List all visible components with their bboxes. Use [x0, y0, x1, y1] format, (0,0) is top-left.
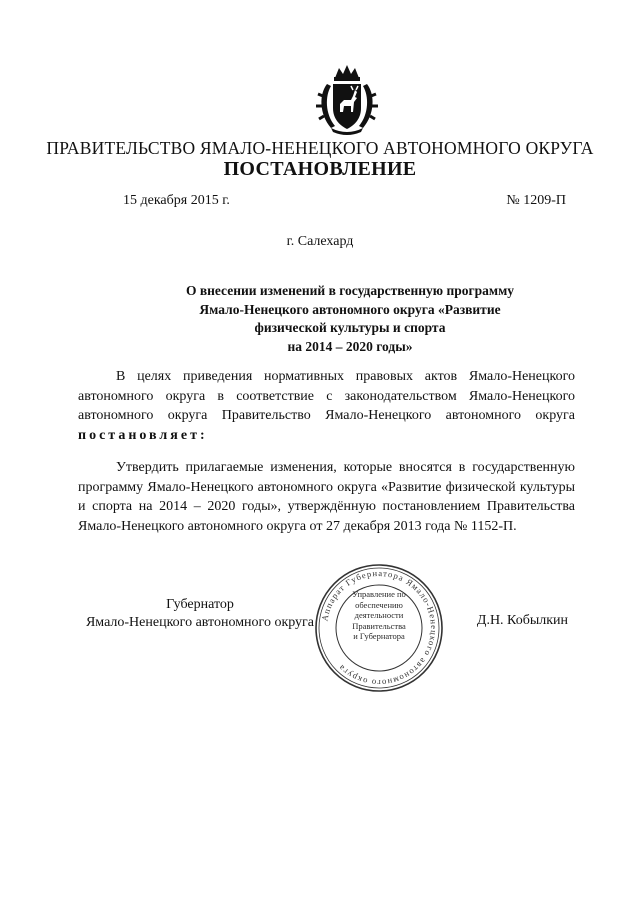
body-paragraph-1: [78, 367, 575, 445]
signatory-title: Губернатор: [166, 597, 234, 612]
coat-of-arms-icon: [309, 62, 385, 138]
signatory-title-region: Ямало-Ненецкого автономного округа: [85, 615, 315, 630]
subject-line: физической культуры и спорта: [254, 320, 446, 335]
signatory-name: Д.Н. Кобылкин: [476, 613, 568, 628]
document-date: 15 декабря 2015 г.: [123, 193, 230, 208]
stamp-line: Управление по: [352, 589, 406, 599]
document-city: г. Салехард: [286, 234, 354, 249]
stamp-ring-text: Аппарат Губернатора Ямало-Ненецкого автономного округа: [319, 567, 440, 689]
resolution-keyword: постановляет:: [78, 427, 208, 443]
subject-line: на 2014 – 2020 годы»: [287, 338, 413, 354]
stamp-line: и Губернатора: [353, 631, 405, 641]
subject-line: Ямало-Ненецкого автономного округа «Развитие: [199, 301, 501, 317]
body-paragraph-text: В целях приведения нормативных правовых актов Ямало-Ненецкого автономного округа в соответствие с законодательством Ямало-Ненецкого автономного округа Правительство Ямало-Ненецкого автономного округа: [78, 369, 575, 423]
stamp-line: обеспечению: [355, 599, 403, 610]
stamp-inner-text: [330, 589, 428, 642]
body-paragraph-2: Утвердить прилагаемые изменения, которые вносятся в государственную программу Ямало-Ненецкого автономного округа «Развитие физической культуры и спорта на 2014 – 2020 годы», утверждённую постановлением Правительства Ямало-Ненецкого автономного округа от 27 декабря 2013 года № 1152-П.: [78, 460, 575, 534]
stamp-line: Правительства: [352, 620, 406, 631]
stamp-line: деятельности: [354, 610, 404, 620]
document-type: ПОСТАНОВЛЕНИЕ: [223, 158, 417, 180]
subject-line: О внесении изменений в государственную программу: [185, 283, 515, 298]
government-title: ПРАВИТЕЛЬСТВО ЯМАЛО-НЕНЕЦКОГО АВТОНОМНОГО ОКРУГА: [46, 138, 594, 158]
document-number: № 1209-П: [506, 193, 566, 208]
document-subject: [150, 282, 550, 356]
